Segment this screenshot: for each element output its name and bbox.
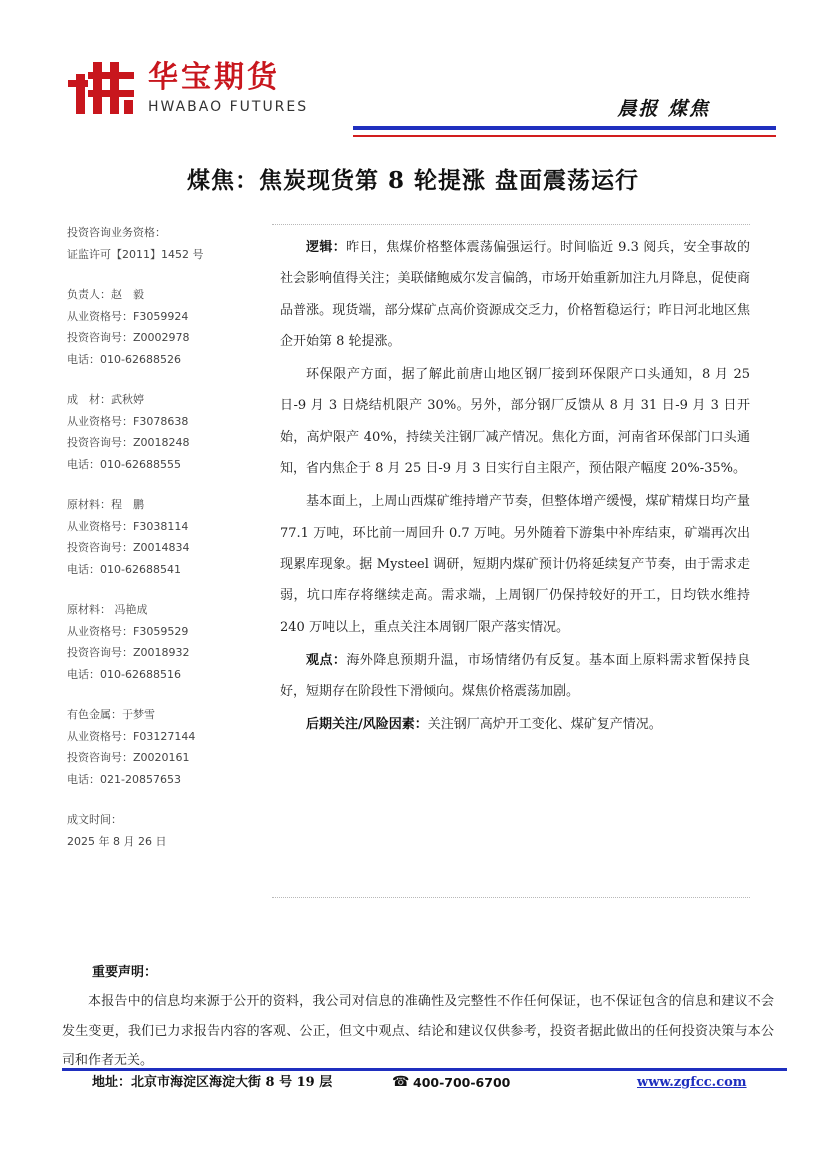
sidebar-group (67, 704, 242, 790)
content-divider-bottom (272, 897, 750, 898)
company-name-cn: 华宝期货 (148, 60, 280, 95)
logic-paragraph (280, 232, 750, 357)
footer-phone: 400-700-6700 (413, 1075, 511, 1090)
footer-address: 地址：北京市海淀区海淀大街 8 号 19 层 (92, 1075, 333, 1090)
company-logo-mark (68, 60, 136, 116)
sidebar-line: 从业资格号：F3038114 (67, 519, 189, 533)
company-name-en: HWABAO FUTURES (148, 99, 309, 115)
disclaimer-title: 重要声明： (92, 965, 158, 980)
sidebar-line: 从业资格号：F3059924 (67, 309, 189, 323)
view-text: 海外降息预期升温，市场情绪仍有反复。基本面上原料需求暂保持良好，短期存在阶段性下滑倾向。煤焦价格震荡加剧。 (280, 652, 750, 700)
sidebar-group (67, 222, 242, 265)
sidebar-line: 负责人：赵 毅 (67, 288, 144, 301)
sidebar-line: 投资咨询号：Z0002978 (67, 331, 190, 344)
content-divider-top (272, 224, 750, 225)
telephone-icon: ☎ (392, 1074, 410, 1090)
env-paragraph: 环保限产方面，据了解此前唐山地区钢厂接到环保限产口头通知，8 月 25 日-9 月 3 日烧结机限产 30%。另外，部分钢厂反馈从 8 月 31 日-9 月 3 日开始，高炉限产 40%，持续关注钢厂减产情况。焦化方面，河南省环保部门口头通知，省内焦企于 8 月 25 日-9 月 3 日实行自主限产，预估限产幅度 20%-35%。 (280, 367, 750, 477)
logic-label: 逻辑： (306, 240, 347, 255)
sidebar-line: 投资咨询号：Z0020161 (67, 751, 190, 764)
sidebar-group (67, 389, 242, 475)
disclaimer-text: 本报告中的信息均来源于公开的资料，我公司对信息的准确性及完整性不作任何保证，也不保证包含的信息和建议不会发生变更，我们已力求报告内容的客观、公正，但文中观点、结论和建议仅供参考，投资者据此做出的任何投资决策与本公司和作者无关。 (62, 994, 774, 1068)
footer-website-link[interactable]: www.zgfcc.com (637, 1075, 747, 1090)
sidebar-group (67, 284, 242, 370)
sidebar-line: 2025 年 8 月 26 日 (67, 834, 167, 848)
sidebar-line: 原材料：程 鹏 (67, 498, 144, 511)
view-paragraph (280, 645, 750, 708)
sidebar-line: 投资咨询号：Z0018248 (67, 436, 190, 449)
sidebar-line: 投资咨询号：Z0014834 (67, 541, 190, 554)
risk-label: 后期关注/风险因素： (306, 717, 428, 733)
sidebar-line: 投资咨询业务资格： (67, 226, 166, 239)
header-rule-blue (353, 126, 776, 130)
sidebar-line: 电话：010-62688516 (67, 667, 181, 681)
sidebar-line: 原材料： 冯艳成 (67, 603, 148, 616)
sidebar-line: 有色金属：于梦雪 (67, 708, 155, 721)
risk-paragraph (280, 709, 750, 740)
analyst-sidebar (67, 222, 242, 871)
sidebar-line: 电话：010-62688526 (67, 352, 181, 366)
report-type-label: 晨报 煤焦 (617, 98, 710, 120)
sidebar-group (67, 809, 242, 852)
sidebar-line: 从业资格号：F3078638 (67, 414, 189, 428)
report-body (280, 232, 750, 743)
sidebar-line: 电话：021-20857653 (67, 772, 181, 786)
header-rule-red (353, 135, 776, 137)
sidebar-line: 从业资格号：F3059529 (67, 624, 189, 638)
view-label: 观点： (306, 652, 347, 668)
sidebar-line: 投资咨询号：Z0018932 (67, 646, 190, 659)
risk-text: 关注钢厂高炉开工变化、煤矿复产情况。 (427, 717, 662, 733)
report-title: 煤焦：焦炭现货第 8 轮提涨 盘面震荡运行 (186, 167, 640, 194)
sidebar-line: 成文时间： (67, 813, 122, 826)
sidebar-group (67, 494, 242, 580)
logic-text: 昨日，焦煤价格整体震荡偏强运行。时间临近 9.3 阅兵，安全事故的社会影响值得关注；美联储鲍威尔发言偏鸽，市场开始重新加注九月降息，促使商品普涨。现货端，部分煤矿点高价资源成交乏力，价格暂稳运行；昨日河北地区焦企开始第 8 轮提涨。 (280, 240, 750, 349)
footer-rule (62, 1068, 787, 1071)
sidebar-line: 从业资格号：F03127144 (67, 729, 196, 743)
sidebar-line: 电话：010-62688541 (67, 562, 181, 576)
sidebar-line: 成 材：武秋婷 (67, 393, 144, 406)
sidebar-line: 证监许可【2011】1452 号 (67, 247, 204, 261)
sidebar-line: 电话：010-62688555 (67, 457, 181, 471)
sidebar-group (67, 599, 242, 685)
fundamental-paragraph: 基本面上，上周山西煤矿维持增产节奏，但整体增产缓慢，煤矿精煤日均产量 77.1 万吨，环比前一周回升 0.7 万吨。另外随着下游集中补库结束，矿端再次出现累库现象。据 Mysteel 调研，短期内煤矿预计仍将延续复产节奏，由于需求走弱，坑口库存将继续走高。需求端，上周钢厂仍保持较好的开工，日均铁水维持 240 万吨以上，重点关注本周钢厂限产落实情况。 (280, 494, 750, 635)
